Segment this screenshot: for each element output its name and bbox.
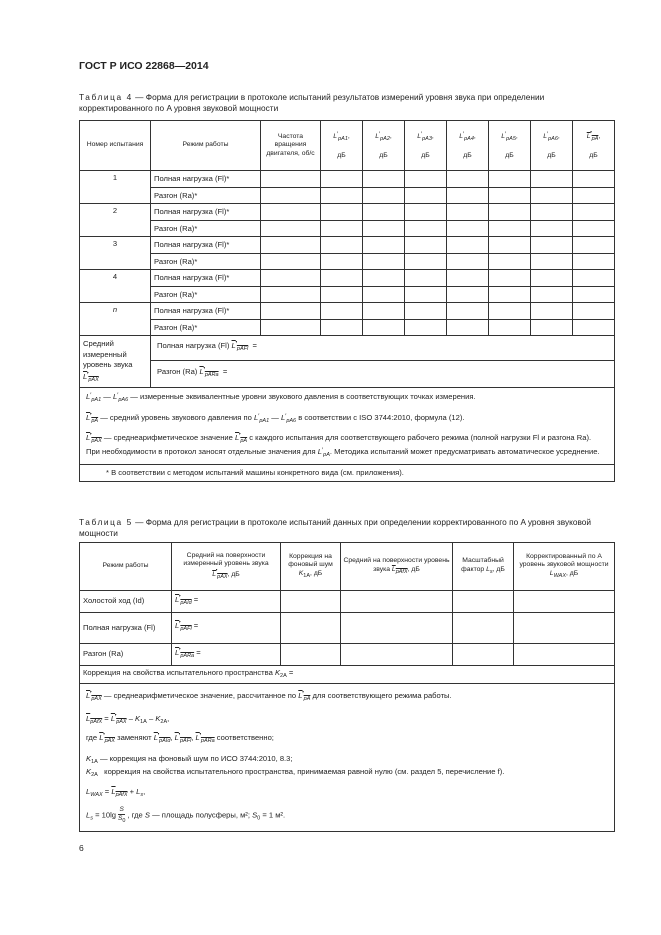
- average-row-ra: [80, 361, 615, 388]
- data-cell[interactable]: [321, 204, 363, 221]
- data-cell[interactable]: [363, 286, 405, 303]
- data-cell[interactable]: [447, 253, 489, 270]
- test-number: n: [80, 303, 151, 336]
- data-cell[interactable]: [405, 171, 447, 188]
- table4-caption: [79, 92, 619, 114]
- data-cell[interactable]: [405, 253, 447, 270]
- data-cell[interactable]: [573, 204, 615, 221]
- data-cell[interactable]: [405, 303, 447, 320]
- data-cell[interactable]: [489, 286, 531, 303]
- data-cell[interactable]: [405, 286, 447, 303]
- test-number: 3: [80, 237, 151, 270]
- data-cell[interactable]: [514, 591, 615, 613]
- data-cell[interactable]: [321, 270, 363, 287]
- data-cell[interactable]: [453, 613, 514, 644]
- average-ra-cell[interactable]: Разгон (Ra) $L'_{pARa}$ =: [151, 361, 615, 388]
- table-row: [80, 204, 615, 221]
- data-cell[interactable]: [531, 204, 573, 221]
- data-cell[interactable]: [489, 187, 531, 204]
- data-cell[interactable]: [489, 270, 531, 287]
- table4-caption-prefix: Таблица 4: [79, 92, 133, 102]
- data-cell[interactable]: [281, 591, 341, 613]
- data-cell[interactable]: [531, 270, 573, 287]
- t5-col-power-level: Корректированный по A уровень звуковой мощности $L_{WAX}$, дБ: [514, 543, 615, 591]
- measured-level-cell[interactable]: $L'_{pAId}$ =: [172, 591, 281, 613]
- col-lpa-mean: $L'_{pA}$, дБ: [573, 121, 615, 171]
- data-cell[interactable]: [489, 237, 531, 254]
- data-cell[interactable]: [261, 319, 321, 336]
- data-cell[interactable]: [447, 237, 489, 254]
- mode-label: Полная нагрузка (Fl)*: [151, 270, 261, 287]
- data-cell[interactable]: [405, 187, 447, 204]
- col-lpa5: $L'_{pA5}$, дБ: [489, 121, 531, 171]
- mode-label: Разгон (Ra)*: [151, 286, 261, 303]
- data-cell[interactable]: [363, 204, 405, 221]
- data-cell[interactable]: [573, 237, 615, 254]
- data-cell[interactable]: [363, 319, 405, 336]
- data-cell[interactable]: [453, 644, 514, 666]
- mode-label: Разгон (Ra)*: [151, 187, 261, 204]
- data-cell[interactable]: [341, 644, 453, 666]
- data-cell[interactable]: [281, 644, 341, 666]
- data-cell[interactable]: [261, 253, 321, 270]
- data-cell[interactable]: [447, 286, 489, 303]
- data-cell[interactable]: [363, 253, 405, 270]
- table5: [79, 542, 615, 832]
- average-label: Средний измеренный уровень звука $L'_{pAX}$: [80, 336, 151, 388]
- table5-caption-prefix: Таблица 5: [79, 517, 133, 527]
- table-row: [80, 220, 615, 237]
- data-cell[interactable]: [261, 237, 321, 254]
- table-row: [80, 171, 615, 188]
- mode-label: Разгон (Ra)*: [151, 253, 261, 270]
- data-cell[interactable]: [514, 613, 615, 644]
- data-cell[interactable]: [321, 187, 363, 204]
- table-row: [80, 270, 615, 287]
- data-cell[interactable]: [447, 303, 489, 320]
- test-number: 4: [80, 270, 151, 303]
- data-cell[interactable]: [321, 253, 363, 270]
- data-cell[interactable]: [489, 319, 531, 336]
- table4-caption-text: — Форма для регистрации в протоколе испытаний результатов измерений уровня звука при определении корректированного по A уровня звуковой мощности: [79, 92, 545, 113]
- data-cell[interactable]: [405, 319, 447, 336]
- data-cell[interactable]: [447, 171, 489, 188]
- data-cell[interactable]: [573, 319, 615, 336]
- data-cell[interactable]: [531, 187, 573, 204]
- t5-col-scale-factor: Масштабный фактор $L_s$, дБ: [453, 543, 514, 591]
- data-cell[interactable]: [447, 187, 489, 204]
- data-cell[interactable]: [261, 286, 321, 303]
- data-cell[interactable]: [261, 171, 321, 188]
- mode-label: Холостой ход (Id): [80, 591, 172, 613]
- mode-label: Разгон (Ra): [80, 644, 172, 666]
- data-cell[interactable]: [321, 220, 363, 237]
- k2-row: [80, 666, 615, 684]
- data-cell[interactable]: [447, 319, 489, 336]
- col-rpm: Частота вращения двигателя, об/с: [261, 121, 321, 171]
- test-number: 2: [80, 204, 151, 237]
- data-cell[interactable]: [363, 187, 405, 204]
- table4-footnote-row: [80, 465, 615, 482]
- data-cell[interactable]: [573, 253, 615, 270]
- k2-correction-cell[interactable]: Коррекция на свойства испытательного пространства $K_{2A}$ =: [80, 666, 615, 684]
- data-cell[interactable]: [573, 303, 615, 320]
- table4-notes-row: [80, 388, 615, 465]
- table5-caption-text: — Форма для регистрации в протоколе испытаний данных при определении корректированного по A уровня звуковой мощности: [79, 517, 592, 538]
- mode-label: Полная нагрузка (Fl)*: [151, 237, 261, 254]
- data-cell[interactable]: [573, 220, 615, 237]
- mode-label: Разгон (Ra)*: [151, 220, 261, 237]
- data-cell[interactable]: [531, 220, 573, 237]
- data-cell[interactable]: [363, 303, 405, 320]
- data-cell[interactable]: [321, 237, 363, 254]
- table-row: [80, 303, 615, 320]
- data-cell[interactable]: [321, 303, 363, 320]
- measured-level-cell[interactable]: $L'_{pAFl}$ =: [172, 613, 281, 644]
- data-cell[interactable]: [405, 237, 447, 254]
- table-row: [80, 644, 615, 666]
- table-row: [80, 187, 615, 204]
- t5-col-mode: Режим работы: [80, 543, 172, 591]
- data-cell[interactable]: [447, 270, 489, 287]
- data-cell[interactable]: [531, 303, 573, 320]
- col-lpa6: $L'_{pA6}$, дБ: [531, 121, 573, 171]
- mode-label: Полная нагрузка (Fl)*: [151, 204, 261, 221]
- page-number: 6: [79, 843, 84, 853]
- data-cell[interactable]: [281, 613, 341, 644]
- data-cell[interactable]: [321, 171, 363, 188]
- mode-label: Разгон (Ra)*: [151, 319, 261, 336]
- data-cell[interactable]: [261, 303, 321, 320]
- data-cell[interactable]: [261, 187, 321, 204]
- document-header: ГОСТ Р ИСО 22868—2014: [79, 60, 209, 72]
- data-cell[interactable]: [514, 644, 615, 666]
- data-cell[interactable]: [405, 270, 447, 287]
- table5-caption: [79, 517, 619, 539]
- col-lpa4: $L'_{pA4}$, дБ: [447, 121, 489, 171]
- data-cell[interactable]: [489, 204, 531, 221]
- col-lpa2: $L'_{pA2}$, дБ: [363, 121, 405, 171]
- data-cell[interactable]: [531, 253, 573, 270]
- data-cell[interactable]: [489, 253, 531, 270]
- data-cell[interactable]: [261, 220, 321, 237]
- data-cell[interactable]: [531, 171, 573, 188]
- data-cell[interactable]: [341, 591, 453, 613]
- mode-label: Полная нагрузка (Fl)*: [151, 171, 261, 188]
- data-cell[interactable]: [321, 286, 363, 303]
- data-cell[interactable]: [531, 286, 573, 303]
- data-cell[interactable]: [405, 204, 447, 221]
- data-cell[interactable]: [363, 220, 405, 237]
- measured-level-cell[interactable]: $L'_{pARa}$ =: [172, 644, 281, 666]
- table-row: [80, 253, 615, 270]
- data-cell[interactable]: [489, 303, 531, 320]
- table-row: [80, 591, 615, 613]
- col-mode: Режим работы: [151, 121, 261, 171]
- data-cell[interactable]: [531, 319, 573, 336]
- data-cell[interactable]: [261, 270, 321, 287]
- table-row: [80, 286, 615, 303]
- data-cell[interactable]: [447, 204, 489, 221]
- table4-footnote: * В соответствии с методом испытаний машины конкретного вида (см. приложения).: [80, 465, 615, 482]
- col-lpa1: $L'_{pA1}$, дБ: [321, 121, 363, 171]
- average-fl-cell[interactable]: Полная нагрузка (Fl) $L'_{pAFl}$ =: [151, 336, 615, 361]
- data-cell[interactable]: [489, 220, 531, 237]
- t5-col-bg-correction: Коррекция на фоновый шум $K_{1A}$, дБ: [281, 543, 341, 591]
- data-cell[interactable]: [363, 237, 405, 254]
- average-row-fl: [80, 336, 615, 361]
- data-cell[interactable]: [363, 270, 405, 287]
- data-cell[interactable]: [405, 220, 447, 237]
- test-number: 1: [80, 171, 151, 204]
- t5-col-measured-level: Средний на поверхности измеренный уровень звука $L'_{pAX}$, дБ: [172, 543, 281, 591]
- mode-label: Полная нагрузка (Fl)*: [151, 303, 261, 320]
- col-test-number: Номер испытания: [80, 121, 151, 171]
- table-row: [80, 613, 615, 644]
- data-cell[interactable]: [573, 187, 615, 204]
- data-cell[interactable]: [573, 270, 615, 287]
- data-cell[interactable]: [447, 220, 489, 237]
- data-cell[interactable]: [573, 286, 615, 303]
- data-cell[interactable]: [531, 237, 573, 254]
- table5-notes: $L'_{pAX}$ — среднеарифметическое значение, рассчитанное по $L'_{pA}$ для соответствующего режима работы. $L_{pAfX} = L'_{pAX} - K_{1A} - K_{2A}$, где $L'_{pAX}$ заменяют $L'_{pAId}$, $L'_{pAFl}$, $L'_{pARa}$ соответственно; $K_{1A}$ — коррекция на фоновый шум по ИСО 3744:2010, 8.3; $K_{2A}$ коррекция на свойства испытательного пространства, принимаемая равной нулю (см. раздел 5, перечисление f). $L_{WAX} = L_{pAfX} + L_s$, $L_s = 10\lg$ $\frac{S}{S_0}$ , где S — площадь полусферы, м²; $S_0 = 1$ м².: [80, 684, 615, 832]
- table4: [79, 120, 615, 482]
- data-cell[interactable]: [341, 613, 453, 644]
- data-cell[interactable]: [261, 204, 321, 221]
- data-cell[interactable]: [321, 319, 363, 336]
- mode-label: Полная нагрузка (Fl): [80, 613, 172, 644]
- data-cell[interactable]: [489, 171, 531, 188]
- table-row: [80, 237, 615, 254]
- t5-col-surface-level: Средний на поверхности уровень звука $L_{pAfX}$, дБ: [341, 543, 453, 591]
- col-lpa3: $L'_{pA3}$, дБ: [405, 121, 447, 171]
- table4-notes: $L'_{pA1}$ — $L'_{pA6}$ — измеренные эквивалентные уровни звукового давления в соответствующих точках измерения. $L'_{pA}$ — средний уровень звукового давления по $L'_{pA1}$ — $L'_{pA6}$ в соответствии с ISO 3744:2010, формула (12). $L'_{pAX}$ — среднеарифметическое значение $L'_{pA}$ с каждого испытания для соответствующего рабочего режима (полной нагрузки Fl и разгона Ra). При необходимости в протокол заносят отдельные значения для $L'_{pA}$. Методика испытаний может предусматривать автоматическое усреднение.: [80, 388, 615, 465]
- data-cell[interactable]: [363, 171, 405, 188]
- data-cell[interactable]: [573, 171, 615, 188]
- table5-notes-row: [80, 684, 615, 832]
- data-cell[interactable]: [453, 591, 514, 613]
- table-row: [80, 319, 615, 336]
